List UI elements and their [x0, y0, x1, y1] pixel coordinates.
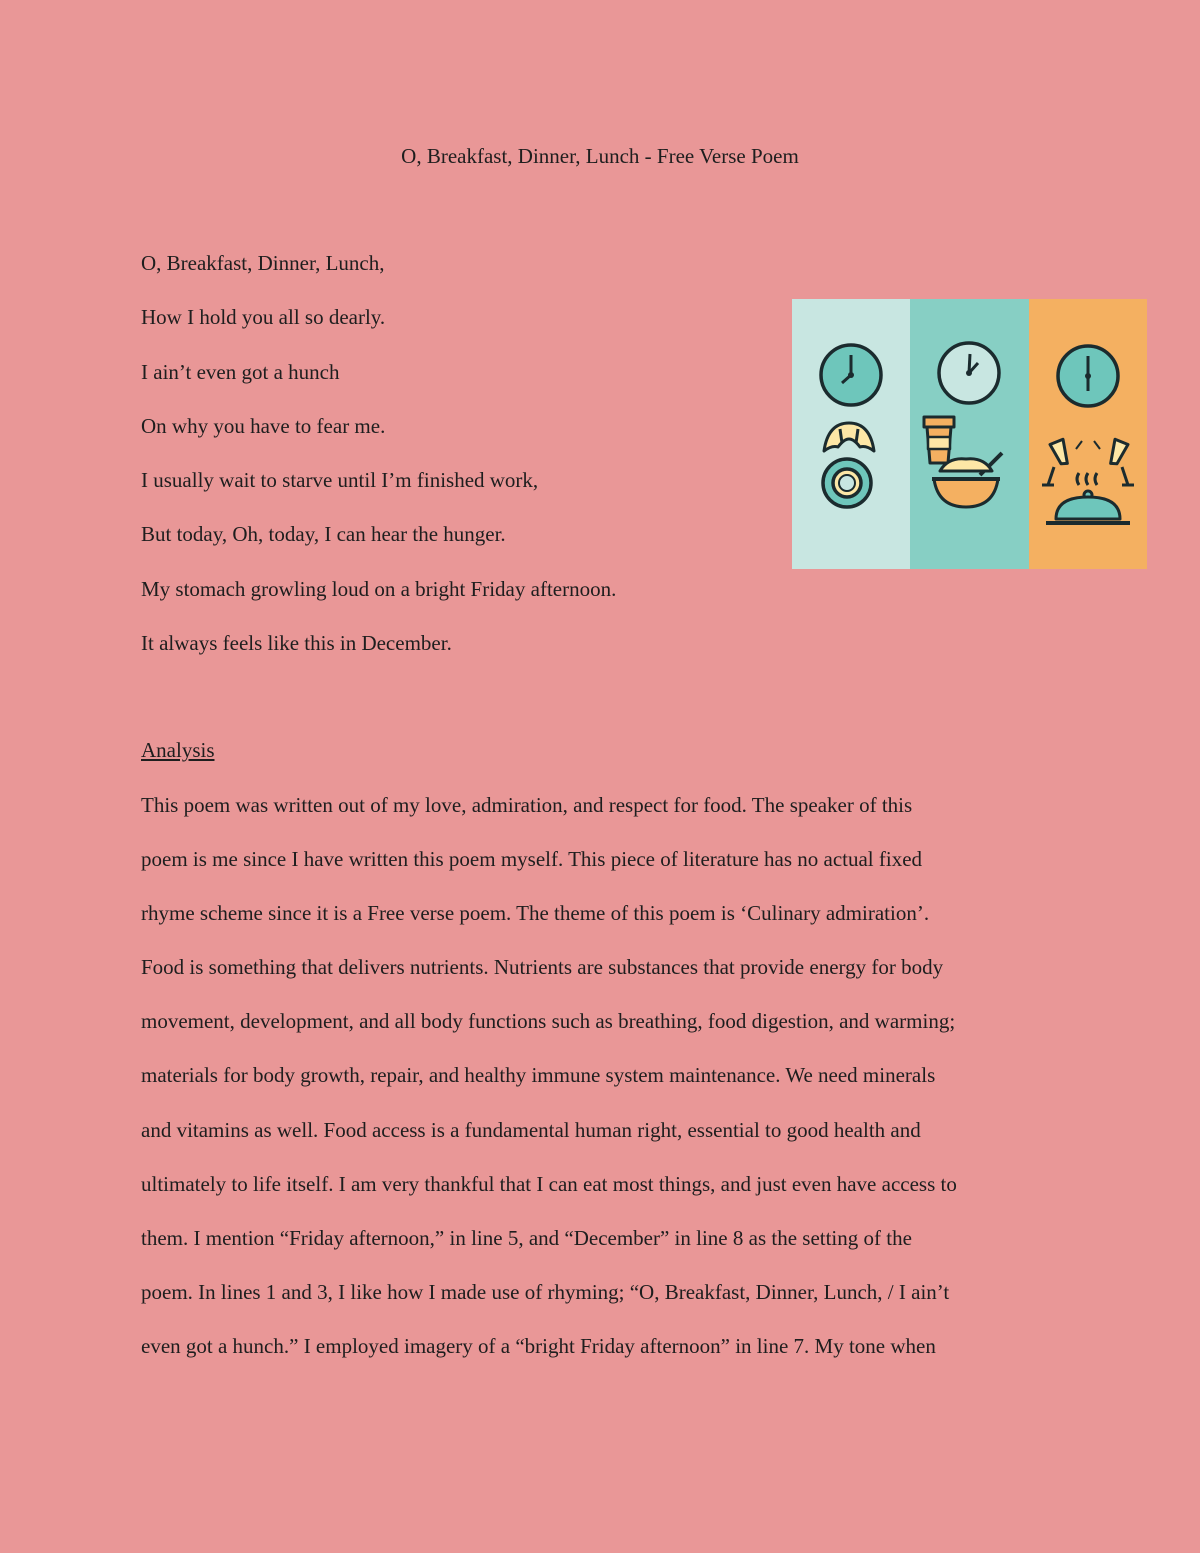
analysis-line: This poem was written out of my love, admiration, and respect for food. The speaker of this [141, 793, 913, 817]
dinner-panel [1029, 299, 1147, 569]
analysis-line: and vitamins as well. Food access is a fundamental human right, essential to good health and [141, 1117, 921, 1142]
clock-icon [821, 345, 881, 405]
analysis-line: Food is something that delivers nutrients. Nutrients are substances that provide energy for body [141, 955, 944, 980]
poem-line: But today, Oh, today, I can hear the hunger. [141, 522, 506, 547]
analysis-line: rhyme scheme since it is a Free verse poem. The theme of this poem is ‘Culinary admiration’. [141, 901, 930, 926]
poem-line: I ain’t even got a hunch [141, 359, 340, 384]
poem-line: How I hold you all so dearly. [141, 305, 386, 330]
poem-line: On why you have to fear me. [141, 413, 386, 438]
analysis-heading: Analysis [141, 738, 215, 762]
analysis-line: ultimately to life itself. I am very thankful that I can eat most things, and just even have access to [141, 1171, 957, 1196]
meals-illustration [792, 299, 1147, 569]
clock-icon [939, 343, 999, 403]
poem-body [141, 249, 761, 683]
document-title: O, Breakfast, Dinner, Lunch - Free Verse Poem [401, 144, 799, 168]
analysis-line: poem. In lines 1 and 3, I like how I made use of rhyming; “O, Breakfast, Dinner, Lunch, / I ain’t [141, 1279, 950, 1304]
poem-line: My stomach growling loud on a bright Friday afternoon. [141, 576, 617, 601]
poem-line: I usually wait to starve until I’m finished work, [141, 468, 539, 493]
analysis-line: them. I mention “Friday afternoon,” in line 5, and “December” in line 8 as the setting of the [141, 1225, 912, 1250]
clock-icon [1058, 346, 1118, 406]
analysis-line: poem is me since I have written this poem myself. This piece of literature has no actual fixed [141, 847, 923, 872]
takeaway-cup-icon [924, 417, 954, 463]
analysis-line: movement, development, and all body functions such as breathing, food digestion, and warming; [141, 1009, 956, 1034]
poem-line: It always feels like this in December. [141, 631, 452, 656]
analysis-body [141, 791, 1071, 1386]
analysis-line: materials for body growth, repair, and healthy immune system maintenance. We need minerals [141, 1063, 936, 1088]
analysis-line: even got a hunch.” I employed imagery of a “bright Friday afternoon” in line 7. My tone when [141, 1333, 936, 1358]
coffee-cup-saucer-icon [823, 459, 871, 507]
poem-line: O, Breakfast, Dinner, Lunch, [141, 251, 385, 275]
